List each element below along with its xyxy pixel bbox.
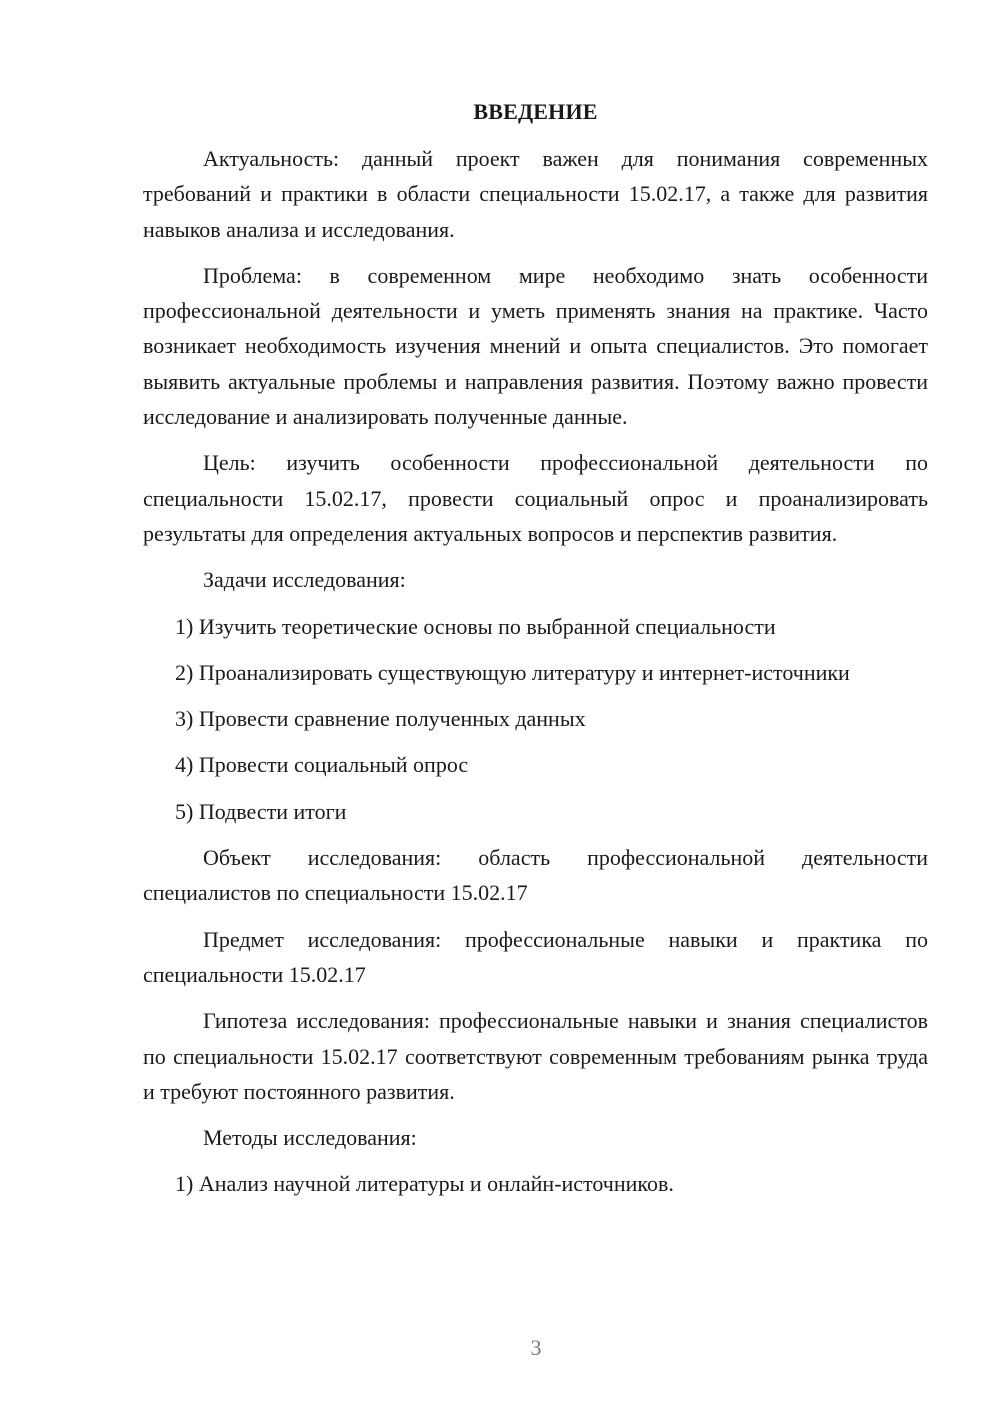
task-item-3: 3) Провести сравнение полученных данных xyxy=(175,706,586,732)
methods-title: Методы исследования: xyxy=(203,1125,417,1151)
paragraph-goal: Цель: изучить особенности профессиональной деятельности по специальности 15.02.17, провести социальный опрос и проанализировать результаты для определения актуальных вопросов и перспектив развития. xyxy=(143,450,928,546)
task-item-1: 1) Изучить теоретические основы по выбранной специальности xyxy=(175,613,776,639)
paragraph-relevance: Актуальность: данный проект важен для понимания современных требований и практики в области специальности 15.02.17, а также для развития навыков анализа и исследования. xyxy=(143,146,928,242)
section-heading: ВВЕДЕНИЕ xyxy=(473,99,598,124)
page-number: 3 xyxy=(530,1335,542,1360)
task-item-2: 2) Проанализировать существующую литературу и интернет-источники xyxy=(175,659,850,685)
paragraph-object: Объект исследования: область профессиональной деятельности специалистов по специальности 15.02.17 xyxy=(143,845,928,906)
paragraph-hypothesis: Гипотеза исследования: профессиональные навыки и знания специалистов по специальности 15.02.17 соответствуют современным требованиям рынка труда и требуют постоянного развития. xyxy=(143,1008,928,1104)
task-item-5: 5) Подвести итоги xyxy=(175,798,347,824)
task-item-4: 4) Провести социальный опрос xyxy=(175,752,469,778)
method-item-1: 1) Анализ научной литературы и онлайн-источников. xyxy=(175,1171,674,1197)
paragraph-subject: Предмет исследования: профессиональные навыки и практика по специальности 15.02.17 xyxy=(143,926,928,987)
page-content xyxy=(143,94,928,1213)
tasks-title: Задачи исследования: xyxy=(203,567,406,593)
paragraph-problem: Проблема: в современном мире необходимо знать особенности профессиональной деятельности и уметь применять знания на практике. Часто возникает необходимость изучения мнений и опыта специалистов. Это помогает выявить актуальные проблемы и направления развития. Поэтому важно провести исследование и анализировать полученные данные. xyxy=(143,262,928,430)
